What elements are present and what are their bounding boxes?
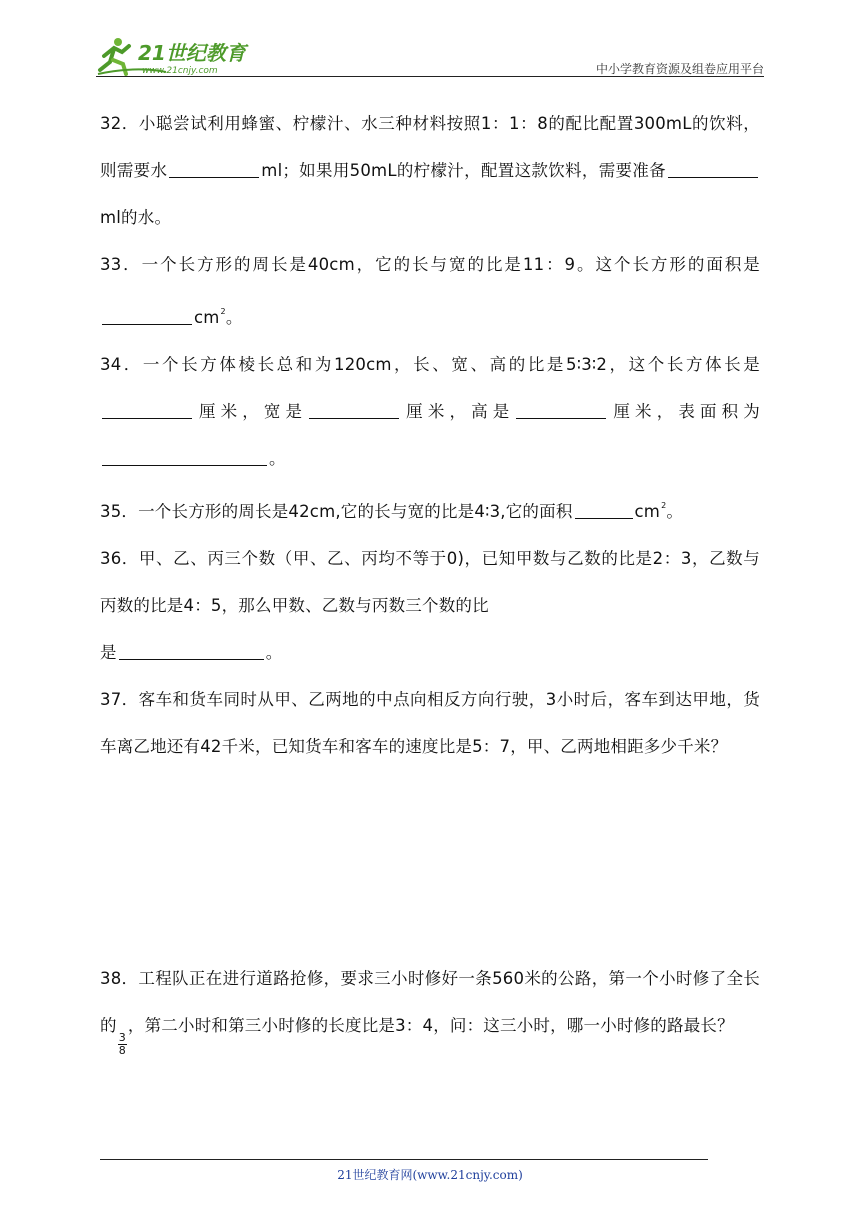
question-35 — [100, 482, 760, 535]
q35-unit-sup: 2 — [661, 501, 667, 510]
q32-text-1: 32．小聪尝试利用蜂蜜、柠檬汁、水三种材料按照1：1：8的配比配置300mL的饮料，则需要水 — [100, 114, 760, 180]
q36-blank — [119, 641, 264, 660]
question-38 — [100, 955, 760, 1057]
q34-text-4: 厘米，表面积为 — [608, 402, 761, 421]
question-34 — [100, 341, 760, 482]
q32-blank-2 — [668, 159, 758, 178]
q36-text-2: 是 — [100, 643, 117, 662]
q34-text-1: 34．一个长方体棱长总和为120cm，长、宽、高的比是5∶3∶2，这个长方体长是 — [100, 355, 760, 374]
logo-text: 21世纪教育 — [138, 41, 246, 65]
footer-text: 21世纪教育网(www.21cnjy.com) — [337, 1168, 523, 1182]
question-list — [100, 100, 760, 1057]
q34-blank-width — [309, 400, 399, 419]
q34-blank-length — [102, 400, 192, 419]
q34-text-2: 厘米，宽是 — [194, 402, 308, 421]
q35-unit: cm — [634, 502, 661, 521]
q35-text-1: 35．一个长方形的周长是42cm,它的长与宽的比是4∶3,它的面积 — [100, 502, 573, 521]
logo-url: www.21cnjy.com — [142, 66, 218, 76]
q38-fraction — [118, 1032, 127, 1057]
q37-answer-space — [100, 770, 760, 955]
q32-text-3: ml的水。 — [100, 208, 172, 227]
q33-blank — [102, 306, 192, 325]
page-header — [96, 36, 764, 78]
header-divider — [96, 76, 764, 77]
q37-text: 37．客车和货车同时从甲、乙两地的中点向相反方向行驶，3小时后，客车到达甲地，货车离乙地还有42千米，已知货车和客车的速度比是5：7，甲、乙两地相距多少千米？ — [100, 690, 760, 756]
question-37 — [100, 676, 760, 770]
site-name: 中小学教育资源及组卷应用平台 — [595, 62, 764, 76]
q36-text-3: 。 — [265, 643, 283, 662]
q38-text-2: ，第二小时和第三小时修的长度比是3：4，问：这三小时，哪一小时修的路最长？ — [127, 1016, 734, 1035]
fraction-denominator: 8 — [118, 1044, 126, 1057]
q34-text-5: 。 — [269, 449, 286, 468]
q35-blank — [575, 500, 633, 519]
q38-text-1: 38．工程队正在进行道路抢修，要求三小时修好一条560米的公路，第一个小时修了全长的 — [100, 969, 760, 1035]
q36-text-1: 36．甲、乙、丙三个数（甲、乙、丙均不等于0)，已知甲数与乙数的比是2：3，乙数与丙数的比是4：5，那么甲数、乙数与丙数三个数的比 — [100, 549, 760, 615]
question-36 — [100, 535, 760, 676]
q33-text-1: 33．一个长方形的周长是40cm，它的长与宽的比是11：9。这个长方形的面积是 — [100, 255, 760, 274]
q35-text-2: 。 — [666, 502, 684, 521]
q33-unit: cm — [194, 308, 220, 327]
q32-blank-1 — [169, 159, 259, 178]
fraction-numerator: 3 — [118, 1031, 126, 1044]
q34-text-3: 厘米，高是 — [401, 402, 515, 421]
footer-divider — [100, 1159, 708, 1160]
q34-blank-area — [102, 447, 267, 466]
site-logo — [96, 36, 266, 76]
q32-text-2: ml；如果用50mL的柠檬汁，配置这款饮料，需要准备 — [261, 161, 666, 180]
q34-blank-height — [516, 400, 606, 419]
question-33 — [100, 241, 760, 341]
q33-unit-sup: 2 — [220, 307, 226, 316]
q33-text-2: 。 — [225, 308, 243, 327]
question-32 — [100, 100, 760, 241]
